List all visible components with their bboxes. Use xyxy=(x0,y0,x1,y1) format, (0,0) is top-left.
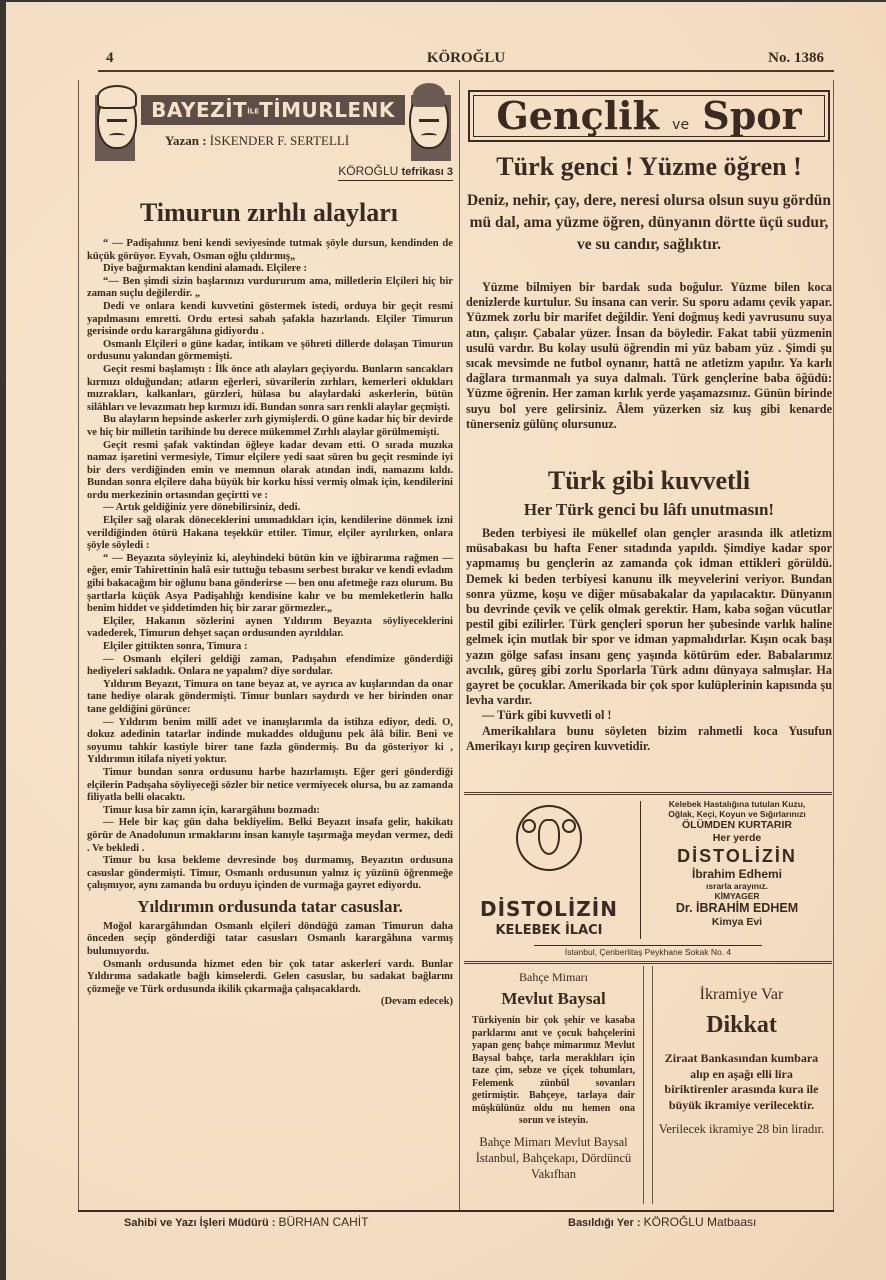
ad-brand: DİSTOLİZİN xyxy=(480,897,618,921)
story-paragraph: Timur bu kısa bekleme devresinde boş durmamış, Beyazıtın ordusuna casuslar göndermişti. Timur, Osmanlı ordusunun yalnız iç yüzünü öğrenmeğe çalışmıyor, aynı zamanda bu orduyu içinden de vurmağa gayret ediyordu. xyxy=(87,855,453,892)
story-paragraph: — Osmanlı elçileri geldiği zaman, Padışahın efendimize gönderdiği hediyeleri sakladık. Onlara ne yapalım? diye sordular. xyxy=(87,653,453,678)
bank-ad: İkramiye Var Dikkat Ziraat Bankasından kumbara alıp en aşağı elli lira biriktirenler arasında kura ile büyük ikramiye verilecektir. Verilecek ikramiye 28 bin liradır. xyxy=(652,966,830,1204)
story-paragraph: Dedi ve onlara kendi kuvvetini göstermek istedi, orduya bir geçit resmi yapılmasını emretti. Ordu ertesi sabah şafakla hazırlandı. Elçiler Timurun gerisinde ordu karargâhına gidiyordu . xyxy=(87,300,453,338)
strong-subheadline: Her Türk genci bu lâfı unutmasın! xyxy=(523,500,775,519)
author-name: İSKENDER F. SERTELLİ xyxy=(209,133,350,148)
swim-lead: Deniz, nehir, çay, dere, neresi olursa olsun suyu gördün mü dal, ama yüzme öğren, dünyanın dörtte üçü sudur, ve su candır, sağlıktır. xyxy=(466,192,831,253)
ad-title: Mevlut Baysal xyxy=(501,989,606,1008)
story-paragraph: — Hele bir kaç gün daha bekliyelim. Belki Beyazıt insafa gelir, hakikatı görür de Anadolunun ırmaklarını insan kanıyle taşırmağa meydan vermez, dedi . Ve bekledi . xyxy=(87,817,453,854)
footer-rule xyxy=(78,1210,834,1212)
banner-title: BAYEZİTİLETİMURLENK xyxy=(141,95,405,125)
ad-title: Dikkat xyxy=(706,1012,777,1038)
story-headline: Timurun zırhlı alayları xyxy=(139,198,399,227)
serial-story-column xyxy=(78,80,460,1210)
divider xyxy=(640,801,641,939)
story-paragraph: Elçiler, Hakanın sözlerini aynen Yıldırım Beyazıta söyliyeceklerini vadederek, Timurun dehşet saçan ordusunden ayrıldılar. xyxy=(87,615,453,640)
story-paragraph: — Yıldırım benim millî adet ve inanışlarımla da istihza ediyor, dedi. O, dokuz adedinin tatarlar indinde mukaddes olduğunu pek âlâ bilir. Beni ve soyumu tahkir kastiyle birer tane fazla göndermiş. Bu da gösteriyor ki , Yıldırımın itilafa niyeti yoktur. xyxy=(87,716,453,766)
story-body xyxy=(87,238,453,1009)
story-paragraph: Diye bağırmaktan kendini alamadı. Elçilere : xyxy=(103,263,308,275)
turban-icon xyxy=(97,85,137,109)
story-paragraph: Timur kısa bir zamn için, karargâhını bozmadı: xyxy=(103,804,320,816)
story-paragraph: Elçiler sağ olarak döneceklerini ummadıkları için, kendilerine dönmek izni verildiğinden ötürü Hakana teşekkür ettiler. Timur, elçiler ayrılırken, onlara şöyle söyledi : xyxy=(87,515,453,552)
story-paragraph: Elçiler gittikten sonra, Timura : xyxy=(103,641,248,652)
ad-details: Kelebek Hastalığına tutulan Kuzu, Oğlak, Keçi, Koyun ve Sığırlarınızı ÖLÜMDEN KURTARIR Her yerde DİSTOLİZİN İbrahim Edhemi ısrarla arayınız. KİMYAGER Dr. İBRAHİM EDHEM Kimya Evi xyxy=(668,799,806,928)
strong-body: Beden terbiyesi ile mükellef olan gençler arasında ilk atletizm müsabakası bu hafta Fener sıtadında yapıldı. Şimdiye kadar spor yapmamış bu gençlerin az zamanda çok idman ettikleri görüldü. Demek ki beden terbiyesi kanunu ilk meyvelerini veriyor. Bundan sonra yüzme, koşu ve diğer müsabakalar da yapılacaktır. Dünyanın bu devrinde çevik ve çelik olmak gerektir. Ham, kaba soğan vücutlar pestil gibi ezilirler. Türk gençleri sporun her şubesinde varlık haline gelmek için mutlak bir spor ve idman yapmalıdırlar. Kışın ocak başı yazın gölge safası insanı genç yaşında kötürüm eder. Babalarımız avcılık, güreş gibi zorlu Sporlarla Türk adını dünyaya salmışlar. Ha gayret be çocuklar. Amerikada bir çok spor kulüplerinin kapısında şu levha vardır. — Türk gibi kuvvetli ol ! Amerikalılara bunu söyleten bizim rahmetli koca Yusufun Amerikayı kırıp geçiren kuvvetidir. xyxy=(466,526,832,753)
section-title-2: Spor xyxy=(702,93,802,138)
swim-body: Yüzme bilmiyen bir bardak suda boğulur. Yüzme bilen koca denizlerde kurtulur. Su insana can verir. Su sporu adamı çevik yapar. Yüzmek zorlu bir marifet değildir. Yeni doğmuş kedi yavrusunu suya atın, çalışır. Çabalar yüzer. İnsan da böyledir. Fakat tabii yüzmenin usulü vardır. Bu kolay usulü öğrendin mi yüz babam yüz . Şimdi şu sıcak mevsimde ne futbol oynanır, hattâ ne atletizm yapılır. Ya karlı dağlara tırmanmalı ya suya dalmalı. Türk gençlerine baba öğüdü: Yüzme öğrenin. Her zaman kırlık yerde yaşamazsınız. Günün birinde suyu bol yere gelirsiniz. Âlem yüzerken siz kuş gibi kenarde tünerseniz gülünç olursunuz. xyxy=(466,280,832,431)
footer-printer: Basıldığı Yer : KÖROĞLU Matbaası xyxy=(568,1215,757,1229)
timur-portrait-icon xyxy=(409,91,449,149)
story-paragraph: Geçit resmi başlamıştı : İlk önce atlı alayları geçiyordu. Bunların sancakları kırmızı olduğundan; atların eğerleri, süvarilerin zırhları, kemerleri oklukları mızrakları, kalkanları, gürzleri, hülasa bu alaylardaki askerlerin, bütün silâhları ve levazımatı hep kırmızı idi. Bundan sonra sarı renkli alaylar geçmişti. xyxy=(87,363,453,413)
story-paragraph: Yıldırım Beyazıt, Timura on tane beyaz at, ve ayrıca av kuşlarından da onar tane hediye olarak göndermişti. Timur bunları saydırdı ve her birinden onar tane geldiğini görünce: xyxy=(87,678,453,715)
sports-column xyxy=(462,80,834,1210)
story-paragraph: Timur bundan sonra ordusunu harbe hazırlamıştı. Eğer geri gönderdiği elçilerin Padışaha söyliyeceği sözler bir netice vermiyecek olursa, bu az zamanda filiyatla belli olacaktı. xyxy=(87,766,453,804)
page-number: 4 xyxy=(106,50,114,66)
issue-number: No. 1386 xyxy=(768,50,824,66)
section-title-1: Gençlik xyxy=(496,93,659,138)
story-subheadline: Yıldırımın ordusunda tatar casuslar. xyxy=(137,896,403,916)
ram-head-icon xyxy=(516,805,582,871)
garden-architect-ad: Bahçe Mimarı Mevlut Baysal Türkiyenin bir çok şehir ve kasaba parklarını anıt ve çocuk bahçelerini yapan genç bahçe mimarımız Mevlut Baysal bahçe, tarla meraklıları için taze çim, sebze ve çiçek tohumları, Felemenk zünbül sovanları getirmiştir. Bahçeye, tarlaya dair müşkülünüz oldu nu hemen ona sorun ve isteyin. Bahçe Mimarı Mevlut Baysal İstanbul, Bahçekapı, Dördüncü Vakıfhan xyxy=(464,966,644,1204)
story-paragraph: “— Ben şimdi sizin başlarınızı vurdururum ama, milletlerin Elçileri hiç bir zaman suçlu değilerdir. „ xyxy=(87,275,453,300)
newspaper-title: KÖROĞLU xyxy=(426,50,506,66)
bayezit-portrait-icon xyxy=(97,91,137,149)
story-paragraph: Geçit resmi şafak vaktindan öğleye kadar devam etti. O sırada muzıka namaz işaretini vermesiyle, Timur elçilere yedi saat süren bu geçit resminde iyi bir ders verdiğinden emin ve memnun olarak atından indi, namazını kıldı. Bundan sonra elçilere daha büyük bir korku hissi vermiş olmak için, kendilerini ordu merkezinin ortasından geçirtti ve : xyxy=(87,439,453,501)
distolizin-ad xyxy=(464,792,832,964)
story-paragraph: “ — Padişahınız beni kendi seviyesinde tutmak şöyle dursun, kendinden de küçük görüyor. Eyvah, Osman oğlu çıldırmış„ xyxy=(87,238,453,262)
continued-note: (Devam edecek) xyxy=(380,996,453,1008)
page-header xyxy=(98,50,834,72)
story-paragraph: Osmanlı ordusunda hizmet eden bir çok tatar askerleri vardı. Bunlar Yıldırıma sadakatle bağlı kimselerdi. Gelen casuslar, bu sadakat bağlarını çözmeğe ve Türk ordusunda ikilik çıkarmağa çalışacaklardı. xyxy=(87,958,453,995)
ad-product: KELEBEK İLACI xyxy=(495,923,603,938)
ad-address: İstanbul, Çenberlitaş Peykhane Sokak No. 4 xyxy=(534,945,762,957)
serial-banner xyxy=(95,87,451,161)
strong-headline: Türk gibi kuvvetli xyxy=(547,466,751,495)
story-paragraph: “ — Beyazıta söyleyiniz ki, aleyhindeki bütün kin ve iğbirarıma rağmen — eğer, emir Tahirettinin halâ esir tuttuğu tebasını serbest bırakır ve kendi evladım gibi bakacağım bir oğlunu bana gönderirse — ben onu afetmeğe razı olurum. Bu şartlarla küçük Asya Padişahlığı kendisine kalır ve bu memleketlerin halkı benim hiddet ve şiddetimden hiç bir zarar görmezler.„ xyxy=(87,552,453,615)
newspaper-page xyxy=(6,2,886,1280)
swim-headline: Türk genci ! Yüzme öğren ! xyxy=(496,152,802,181)
story-paragraph: Osmanlı Elçileri o güne kadar, intikam ve şöhreti dillerde dolaşan Timurun ordusunu yakından görmemişti. xyxy=(87,338,453,363)
serial-label: KÖROĞLU tefrikası 3 xyxy=(338,164,453,181)
story-paragraph: Bu alayların hepsinde askerler zırh giymişlerdi. O güne kadar hiç bir devirde ve hiç bir milletin tarihinde bu derece mükemmel Zırhlı alaylar görülmemişti. xyxy=(87,414,453,438)
author-line: Yazan : İSKENDER F. SERTELLİ xyxy=(165,133,350,148)
helmet-icon xyxy=(413,83,445,107)
story-paragraph: — Artık geldiğiniz yere dönebilirsiniz, dedi. xyxy=(103,502,301,514)
story-paragraph: Moğol karargâhından Osmanlı elçileri döndüğü zaman Timurun daha önceden seçip gönderdiği tatar casusları Osmanlı karargâhına varmış bulunuyordu. xyxy=(87,920,453,958)
section-title-box: Gençlik ve Spor xyxy=(468,90,830,142)
footer-owner: Sahibi ve Yazı İşleri Müdürü : BÜRHAN CAHİT xyxy=(124,1215,369,1229)
